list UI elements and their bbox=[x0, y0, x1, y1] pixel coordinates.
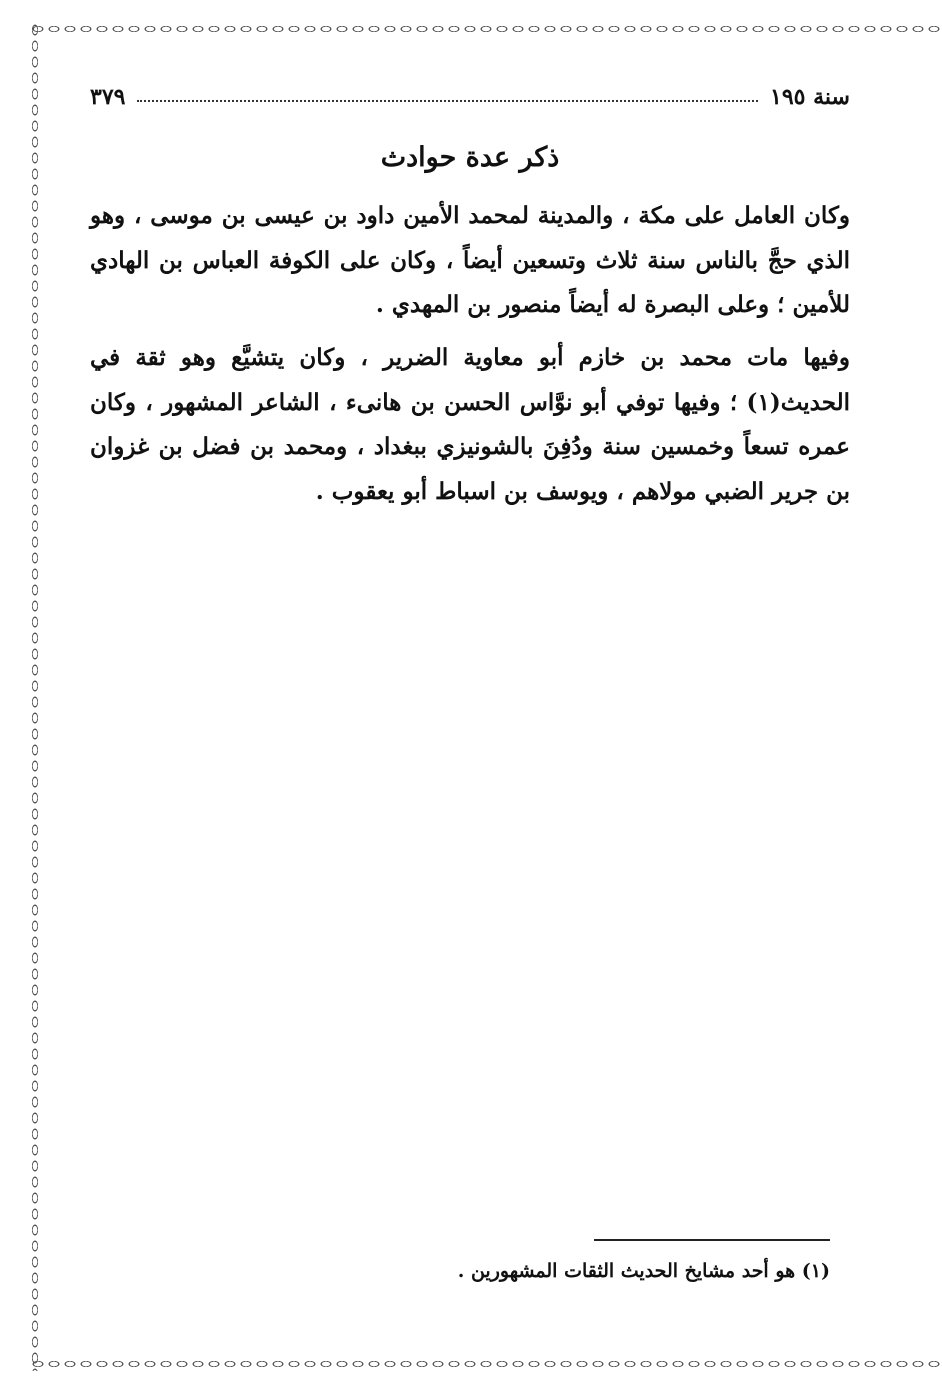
decorative-border-left bbox=[28, 22, 42, 1371]
paragraph-2: وفيها مات محمد بن خازم أبو معاوية الضرير ، وكان يتشيَّع وهو ثقة في الحديث(١) ؛ وفيها توفي أبو نوَّاس الحسن بن هانىء ، الشاعر المشهور ، وكان عمره تسعاً وخمسين سنة ودُفِنَ بالشونيزي ببغداد ، ومحمد بن فضل بن غزوان بن جرير الضبي مولاهم ، ويوسف بن اسباط أبو يعقوب . bbox=[90, 344, 850, 505]
decorative-border-top bbox=[30, 22, 942, 36]
running-header-title: سنة ١٩٥ bbox=[770, 84, 850, 110]
decorative-border-bottom bbox=[30, 1357, 942, 1371]
footnote-separator bbox=[594, 1239, 830, 1241]
footnote-1: (١) هو أحد مشايخ الحديث الثقات المشهورين . bbox=[457, 1260, 830, 1282]
running-header bbox=[90, 82, 850, 112]
page-number: ٣٧٩ bbox=[90, 84, 126, 110]
book-page bbox=[90, 70, 850, 1340]
section-heading: ذكر عدة حوادث bbox=[380, 142, 560, 173]
header-dot-leader bbox=[137, 100, 758, 102]
paragraph-1: وكان العامل على مكة ، والمدينة لمحمد الأمين داود بن عيسى بن موسى ، وهو الذي حجَّ بالناس سنة ثلاث وتسعين أيضاً ، وكان على الكوفة العباس بن الهادي للأمين ؛ وعلى البصرة له أيضاً منصور بن المهدي . bbox=[90, 202, 850, 318]
